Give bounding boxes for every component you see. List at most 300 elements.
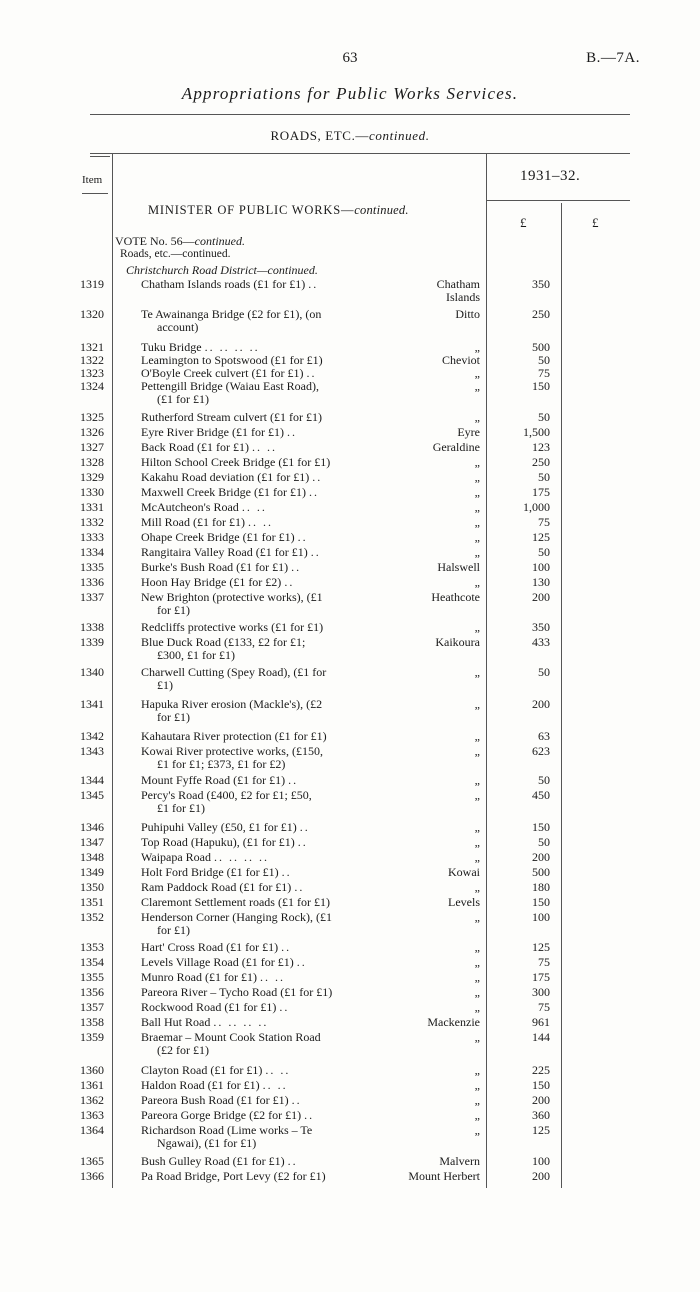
item-number: 1335	[80, 560, 104, 574]
description-text: Holt Ford Bridge (£1 for £1)	[141, 865, 279, 879]
district-text: „	[474, 575, 480, 589]
item-number: 1319	[80, 277, 104, 291]
item-number: 1333	[80, 530, 104, 544]
item-amount: 225	[532, 1063, 550, 1077]
item-amount: 125	[532, 940, 550, 954]
description-text: Ball Hut Road	[141, 1015, 211, 1029]
item-amount: 100	[532, 560, 550, 574]
item-district	[384, 426, 480, 439]
item-amount: 350	[532, 620, 550, 634]
item-amount: 50	[538, 470, 550, 484]
item-number: 1326	[80, 425, 104, 439]
description-continued: for £1)	[157, 603, 190, 617]
item-amount: 200	[532, 1169, 550, 1183]
leader-dots: ..	[310, 545, 321, 559]
item-number: 1327	[80, 440, 104, 454]
item-number: 1350	[80, 880, 104, 894]
district-text: Geraldine	[432, 440, 480, 454]
item-district	[384, 730, 480, 743]
item-description	[141, 745, 383, 771]
district-text: „	[474, 744, 480, 758]
item-amount: 50	[538, 835, 550, 849]
leader-dots: .. ..	[248, 515, 273, 529]
item-district	[384, 367, 480, 380]
document-reference: B.—7A.	[586, 50, 640, 66]
item-description	[141, 1079, 383, 1092]
item-district	[384, 1079, 480, 1092]
description-text: Bush Gulley Road (£1 for £1)	[141, 1154, 285, 1168]
item-district	[384, 576, 480, 589]
item-description	[141, 911, 383, 937]
item-description	[141, 698, 383, 724]
description-text: Te Awainanga Bridge (£2 for £1), (on	[141, 307, 322, 321]
item-amount: 250	[532, 307, 550, 321]
district-text: „	[474, 1123, 480, 1137]
item-number: 1348	[80, 850, 104, 864]
leader-dots: .. ..	[265, 1063, 291, 1077]
year-under-rule	[486, 200, 630, 201]
item-district	[384, 278, 480, 304]
roads-subheading: Roads, etc.—continued.	[120, 248, 231, 260]
item-number: 1352	[80, 910, 104, 924]
item-description	[141, 956, 383, 969]
item-amount: 130	[532, 575, 550, 589]
item-amount: 144	[532, 1030, 550, 1044]
district-text: „	[474, 545, 480, 559]
item-amount: 150	[532, 895, 550, 909]
item-description	[141, 1124, 383, 1150]
leader-dots: ..	[308, 485, 319, 499]
item-description	[141, 576, 383, 589]
item-number: 1331	[80, 500, 104, 514]
item-district	[384, 1001, 480, 1014]
item-number: 1321	[80, 340, 104, 354]
item-district	[384, 836, 480, 849]
item-number: 1336	[80, 575, 104, 589]
description-text: Pareora Bush Road (£1 for £1)	[141, 1093, 289, 1107]
item-amount: 150	[532, 1078, 550, 1092]
table-top-rule	[90, 153, 630, 154]
item-amount: 500	[532, 865, 550, 879]
item-amount: 50	[538, 545, 550, 559]
leader-dots: .. .. .. ..	[214, 850, 270, 864]
district-text: „	[474, 1108, 480, 1122]
item-district	[384, 666, 480, 679]
item-top-rule	[90, 156, 110, 157]
item-number: 1344	[80, 773, 104, 787]
item-description	[141, 561, 383, 574]
district-text: Mackenzie	[427, 1015, 480, 1029]
item-number: 1324	[80, 379, 104, 393]
description-text: Ohape Creek Bridge (£1 for £1)	[141, 530, 295, 544]
item-number: 1334	[80, 545, 104, 559]
item-district	[384, 1124, 480, 1137]
item-number: 1349	[80, 865, 104, 879]
leader-dots: ..	[287, 1154, 298, 1168]
item-description	[141, 774, 383, 787]
description-text: Burke's Bush Road (£1 for £1)	[141, 560, 289, 574]
district-text: „	[474, 1030, 480, 1044]
description-text: Henderson Corner (Hanging Rock), (£1	[141, 910, 332, 924]
item-number: 1357	[80, 1000, 104, 1014]
item-number: 1363	[80, 1108, 104, 1122]
item-amount: 75	[538, 1000, 550, 1014]
item-district	[384, 591, 480, 604]
district-text: „	[474, 500, 480, 514]
item-description	[141, 821, 383, 834]
district-text: „	[474, 970, 480, 984]
district-text: „	[474, 665, 480, 679]
pound-sign-left: £	[520, 215, 527, 230]
item-number: 1345	[80, 788, 104, 802]
district-text: „	[474, 1093, 480, 1107]
item-number: 1340	[80, 665, 104, 679]
item-number: 1342	[80, 729, 104, 743]
district-text: „	[474, 410, 480, 424]
item-description	[141, 411, 383, 424]
description-text: Chatham Islands roads (£1 for £1)	[141, 277, 306, 291]
item-number: 1341	[80, 697, 104, 711]
description-text: Hilton School Creek Bridge (£1 for £1)	[141, 455, 331, 469]
description-continued: Ngawai), (£1 for £1)	[157, 1136, 257, 1150]
item-number: 1325	[80, 410, 104, 424]
district-heading: Christchurch Road District—continued.	[126, 263, 318, 277]
district-text: „	[474, 366, 480, 380]
district-text: „	[474, 850, 480, 864]
leader-dots: ..	[306, 366, 317, 380]
item-description	[141, 789, 383, 815]
item-amount: 250	[532, 455, 550, 469]
description-text: New Brighton (protective works), (£1	[141, 590, 323, 604]
item-district	[384, 1064, 480, 1077]
item-description	[141, 730, 383, 743]
leader-dots: ..	[297, 835, 308, 849]
description-continued: £1 for £1)	[157, 801, 205, 815]
item-district	[384, 636, 480, 649]
leader-dots: ..	[299, 820, 310, 834]
description-text: Rangitaira Valley Road (£1 for £1)	[141, 545, 308, 559]
item-description	[141, 456, 383, 469]
item-district	[384, 851, 480, 864]
leader-dots: .. ..	[251, 440, 277, 454]
item-district	[384, 308, 480, 321]
item-number: 1322	[80, 353, 104, 367]
district-text: „	[474, 697, 480, 711]
item-description	[141, 1170, 383, 1183]
subtitle-main: ROADS, ETC.—	[270, 128, 370, 143]
item-description	[141, 836, 383, 849]
item-description	[141, 546, 383, 559]
district-text: Malvern	[439, 1154, 480, 1168]
item-description	[141, 308, 383, 334]
subtitle-continued: continued.	[369, 128, 430, 143]
minister-heading	[148, 203, 409, 218]
item-description	[141, 986, 383, 999]
description-text: Mount Fyffe Road (£1 for £1)	[141, 773, 286, 787]
item-district	[384, 745, 480, 758]
item-description	[141, 1109, 383, 1122]
item-district	[384, 354, 480, 367]
district-text: „	[474, 485, 480, 499]
item-number: 1328	[80, 455, 104, 469]
item-description	[141, 1064, 383, 1077]
district-text: „	[474, 820, 480, 834]
item-district	[384, 1155, 480, 1168]
vote-main: VOTE No. 56—	[115, 234, 195, 248]
item-description	[141, 636, 383, 662]
item-number: 1343	[80, 744, 104, 758]
item-amount: 125	[532, 530, 550, 544]
item-number: 1356	[80, 985, 104, 999]
district-text-continued: Islands	[446, 290, 480, 304]
item-description	[141, 881, 383, 894]
item-description	[141, 1094, 383, 1107]
item-number: 1366	[80, 1169, 104, 1183]
second-amount-divider	[561, 203, 562, 1188]
item-district	[384, 881, 480, 894]
item-amount: 200	[532, 697, 550, 711]
item-district	[384, 531, 480, 544]
item-number: 1359	[80, 1030, 104, 1044]
description-text: Ram Paddock Road (£1 for £1)	[141, 880, 292, 894]
item-district	[384, 986, 480, 999]
item-amount: 75	[538, 366, 550, 380]
minister-continued: continued.	[354, 203, 409, 217]
year-column-header: 1931–32.	[520, 168, 581, 184]
description-continued: (£1 for £1)	[157, 392, 209, 406]
description-continued: £1 for £1; £373, £1 for £2)	[157, 757, 286, 771]
item-district	[384, 471, 480, 484]
leader-dots: ..	[294, 880, 305, 894]
description-continued: account)	[157, 320, 199, 334]
item-district	[384, 1109, 480, 1122]
description-text: Mill Road (£1 for £1)	[141, 515, 245, 529]
description-text: Puhipuhi Valley (£50, £1 for £1)	[141, 820, 297, 834]
item-description	[141, 666, 383, 692]
item-district	[384, 380, 480, 393]
leader-dots: ..	[286, 425, 297, 439]
description-text: Pareora Gorge Bridge (£2 for £1)	[141, 1108, 302, 1122]
leader-dots: ..	[284, 575, 295, 589]
item-number: 1339	[80, 635, 104, 649]
item-amount: 180	[532, 880, 550, 894]
description-text: Clayton Road (£1 for £1)	[141, 1063, 263, 1077]
leader-dots: ..	[304, 1108, 315, 1122]
vote-continued: continued.	[194, 234, 245, 248]
district-text: „	[474, 455, 480, 469]
district-text: „	[474, 530, 480, 544]
item-description	[141, 471, 383, 484]
item-description	[141, 531, 383, 544]
description-text: Redcliffs protective works (£1 for £1)	[141, 620, 324, 634]
district-text: Eyre	[457, 425, 480, 439]
district-text: Chatham	[436, 277, 480, 291]
item-amount: 623	[532, 744, 550, 758]
item-number: 1360	[80, 1063, 104, 1077]
leader-dots: .. ..	[241, 500, 267, 514]
district-text: „	[474, 880, 480, 894]
leader-dots: .. .. .. ..	[213, 1015, 269, 1029]
item-number: 1320	[80, 307, 104, 321]
item-amount: 50	[538, 410, 550, 424]
item-under-rule	[82, 193, 108, 194]
item-description	[141, 426, 383, 439]
item-description	[141, 621, 383, 634]
district-text: Ditto	[455, 307, 480, 321]
item-amount: 200	[532, 850, 550, 864]
item-amount: 360	[532, 1108, 550, 1122]
item-number: 1354	[80, 955, 104, 969]
item-district	[384, 698, 480, 711]
item-amount: 100	[532, 910, 550, 924]
item-number: 1351	[80, 895, 104, 909]
title-rule	[90, 114, 630, 115]
item-number: 1364	[80, 1123, 104, 1137]
item-column-divider	[112, 153, 113, 1188]
item-district	[384, 516, 480, 529]
item-amount: 200	[532, 1093, 550, 1107]
item-column-header: Item	[82, 174, 103, 186]
item-district	[384, 971, 480, 984]
item-number: 1338	[80, 620, 104, 634]
item-district	[384, 789, 480, 802]
item-amount: 433	[532, 635, 550, 649]
district-text: „	[474, 1078, 480, 1092]
item-number: 1358	[80, 1015, 104, 1029]
description-text: Hart' Cross Road (£1 for £1)	[141, 940, 279, 954]
leader-dots: ..	[291, 560, 302, 574]
description-continued: for £1)	[157, 923, 190, 937]
item-number: 1355	[80, 970, 104, 984]
description-text: Top Road (Hapuku), (£1 for £1)	[141, 835, 295, 849]
item-description	[141, 486, 383, 499]
description-text: Hapuka River erosion (Mackle's), (£2	[141, 697, 323, 711]
item-amount: 300	[532, 985, 550, 999]
item-district	[384, 911, 480, 924]
item-description	[141, 591, 383, 617]
item-district	[384, 821, 480, 834]
item-district	[384, 956, 480, 969]
description-continued: £1)	[157, 678, 173, 692]
item-amount: 75	[538, 515, 550, 529]
item-amount: 50	[538, 665, 550, 679]
item-amount: 200	[532, 590, 550, 604]
item-number: 1347	[80, 835, 104, 849]
description-text: McAutcheon's Road	[141, 500, 239, 514]
district-text: „	[474, 340, 480, 354]
district-text: Heathcote	[431, 590, 480, 604]
item-amount: 50	[538, 773, 550, 787]
item-district	[384, 1170, 480, 1183]
leader-dots: ..	[279, 1000, 290, 1014]
district-text: „	[474, 729, 480, 743]
description-text: Braemar – Mount Cook Station Road	[141, 1030, 321, 1044]
item-amount: 150	[532, 379, 550, 393]
district-text: „	[474, 788, 480, 802]
pound-sign-right: £	[592, 215, 599, 230]
item-description	[141, 971, 383, 984]
item-amount: 100	[532, 1154, 550, 1168]
description-continued: (£2 for £1)	[157, 1043, 209, 1057]
item-description	[141, 1155, 383, 1168]
leader-dots: ..	[296, 955, 307, 969]
leader-dots: ..	[288, 773, 299, 787]
item-number: 1362	[80, 1093, 104, 1107]
item-district	[384, 941, 480, 954]
district-text: „	[474, 773, 480, 787]
description-text: Richardson Road (Lime works – Te	[141, 1123, 313, 1137]
description-text: Leamington to Spotswood (£1 for £1)	[141, 353, 323, 367]
item-amount: 63	[538, 729, 550, 743]
item-number: 1337	[80, 590, 104, 604]
district-text: Halswell	[437, 560, 480, 574]
description-text: Tuku Bridge	[141, 340, 202, 354]
vote-heading	[115, 234, 245, 249]
leader-dots: .. ..	[259, 970, 285, 984]
description-text: Charwell Cutting (Spey Road), (£1 for	[141, 665, 327, 679]
item-description	[141, 278, 383, 291]
leader-dots: ..	[312, 470, 323, 484]
district-text: „	[474, 955, 480, 969]
item-amount: 1,500	[523, 425, 550, 439]
district-text: „	[474, 940, 480, 954]
district-text: „	[474, 1000, 480, 1014]
district-text: Kaikoura	[435, 635, 480, 649]
item-amount: 175	[532, 970, 550, 984]
description-text: Pareora River – Tycho Road (£1 for £1)	[141, 985, 333, 999]
item-number: 1323	[80, 366, 104, 380]
section-subtitle	[0, 128, 700, 144]
item-number: 1332	[80, 515, 104, 529]
item-amount: 150	[532, 820, 550, 834]
description-text: Hoon Hay Bridge (£1 for £2)	[141, 575, 282, 589]
item-description	[141, 501, 383, 514]
district-text: „	[474, 515, 480, 529]
district-text: „	[474, 470, 480, 484]
item-description	[141, 1031, 383, 1057]
item-description	[141, 866, 383, 879]
district-text: „	[474, 835, 480, 849]
item-description	[141, 896, 383, 909]
item-amount: 175	[532, 485, 550, 499]
description-text: Pa Road Bridge, Port Levy (£2 for £1)	[141, 1169, 326, 1183]
description-text: Rutherford Stream culvert (£1 for £1)	[141, 410, 322, 424]
item-amount: 123	[532, 440, 550, 454]
district-text: Levels	[448, 895, 480, 909]
item-amount: 125	[532, 1123, 550, 1137]
item-amount: 350	[532, 277, 550, 291]
item-district	[384, 774, 480, 787]
district-text: Mount Herbert	[408, 1169, 480, 1183]
description-text: Levels Village Road (£1 for £1)	[141, 955, 294, 969]
description-text: Percy's Road (£400, £2 for £1; £50,	[141, 788, 312, 802]
description-text: Rockwood Road (£1 for £1)	[141, 1000, 277, 1014]
item-number: 1353	[80, 940, 104, 954]
item-district	[384, 561, 480, 574]
item-number: 1361	[80, 1078, 104, 1092]
leader-dots: ..	[291, 1093, 302, 1107]
page-title: Appropriations for Public Works Services.	[181, 84, 519, 103]
item-number: 1330	[80, 485, 104, 499]
description-continued: £300, £1 for £1)	[157, 648, 235, 662]
item-amount: 75	[538, 955, 550, 969]
minister-main: MINISTER OF PUBLIC WORKS—	[148, 203, 355, 217]
description-text: Kowai River protective works, (£150,	[141, 744, 323, 758]
item-amount: 961	[532, 1015, 550, 1029]
page-number: 63	[342, 50, 358, 66]
item-district	[384, 1031, 480, 1044]
description-text: Kakahu Road deviation (£1 for £1)	[141, 470, 310, 484]
